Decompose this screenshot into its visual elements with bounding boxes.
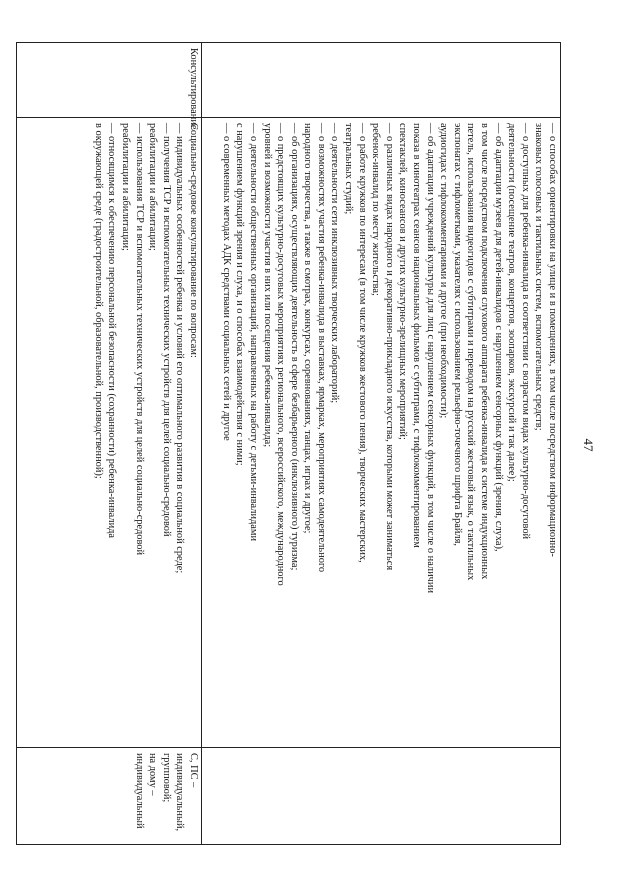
content-lines-row1 xyxy=(219,123,559,742)
content-cell xyxy=(17,118,202,748)
text-line: — индивидуальных особенностей ребенка и условий его оптимального развития в социальной среде; xyxy=(174,123,186,574)
rotated-table-sheet xyxy=(19,42,561,844)
format-line: на дому – xyxy=(147,753,159,796)
category-cell-empty xyxy=(202,43,561,118)
text-line: театральных студий; xyxy=(343,123,355,215)
text-line: — о деятельности общественных организаций, направленных на работу с детьми-инвалидами xyxy=(247,123,259,542)
text-line: — об организациях, осуществляющих деятельность в сфере безбарьерного (инклюзивного) туризма; xyxy=(288,123,300,571)
text-line: реабилитации и абилитации; xyxy=(120,123,132,251)
text-line: — о способах ориентировки на улице и в помещениях, в том числе посредством информационно- xyxy=(547,123,558,557)
text-line: — о различных видах народного и декоративно-прикладного искусства, которыми может заниматься xyxy=(383,123,395,571)
text-line: народного творчества, а также в смотрах, конкурсах, соревнованиях, танцах, играх и другое; xyxy=(302,123,314,534)
text-line: показа в кинотеатрах сеансов национальных фильмов с субтитрами, с тифлокомментированием xyxy=(411,123,423,548)
format-cell xyxy=(17,748,202,845)
text-line: в окружающей среде (градостроительной, образовательной, производственной); xyxy=(92,123,104,479)
format-cell-empty xyxy=(202,748,561,845)
text-line: — относящимся к обеспечению персональной безопасности (сохранности) ребенка-инвалида xyxy=(106,123,118,539)
category-cell xyxy=(17,43,202,130)
text-line: — о работе кружков по интересам (в том числе кружков жестового пения), творческих мастерских, xyxy=(356,123,368,563)
text-line: — получения ТСР и вспомогательных технических устройств для целей социально-средовой xyxy=(160,123,172,537)
text-line: — о современных методах АДК средствами социальных сетей и другое xyxy=(220,123,232,441)
text-line: — использования ТСР и вспомогательных технических устройств для целей социально-средовой xyxy=(133,123,145,556)
text-line: уровней и возможности участия в них или посещения ребенка-инвалида; xyxy=(261,123,273,448)
text-line: Социально-средовое консультирование по вопросам: xyxy=(188,123,199,358)
format-line: групповой; xyxy=(160,753,172,803)
text-line: аудиогидах с тифлокомментариями и другое (при необходимости); xyxy=(438,123,450,419)
text-line: с нарушением функций зрения и слуха, и о способах взаимодействия с ними; xyxy=(234,123,246,466)
text-line: — о деятельности сети инклюзивных творческих лабораторий; xyxy=(329,123,341,404)
text-line: спектаклей, киносеансов и других культурно-зрелищных мероприятий; xyxy=(397,123,409,440)
content-lines-row2 xyxy=(91,123,200,742)
text-line: экспонатах с тифлометками, указателях с использованием рельефно-точечного шрифта Брайля, xyxy=(451,123,463,546)
text-line: деятельности (посещение театров, концертов, зоопарков, экскурсий и так далее); xyxy=(506,123,518,482)
text-line: — об адаптации учреждений культуры для лиц с нарушением сенсорных функций, в том числе о наличии xyxy=(424,123,436,594)
table-row xyxy=(17,43,202,845)
text-line: ребенок-инвалид по месту жительства; xyxy=(370,123,382,296)
page-number: 47 xyxy=(581,438,596,452)
content-cell xyxy=(202,118,561,748)
services-table xyxy=(16,42,561,845)
table-row xyxy=(202,43,561,845)
format-line: индивидуальный xyxy=(133,753,145,829)
text-line: — об адаптации музеев для детей-инвалидов с нарушением сенсорных функций (зрения, слуха), xyxy=(492,123,504,552)
category-label: Консультирование xyxy=(188,48,199,130)
text-line: петель, использования видеогидов с субтитрами и переводом на русский жестовый язык, о тактильных xyxy=(465,123,477,581)
format-line: индивидуальный, xyxy=(174,753,186,832)
text-line: — о доступных для ребенка-инвалида в соответствии с возрастом видах культурно-досуговой xyxy=(519,123,531,540)
format-line: С, ПС – xyxy=(188,753,199,788)
text-line: — о предстоящих культурно-досуговых мероприятиях регионального, всероссийского, международного xyxy=(275,123,287,586)
text-line: знаковых голосовых и тактильных систем, вспомогательных средств; xyxy=(533,123,545,431)
text-line: в том числе посредством подключения слухового аппарата ребенка-инвалида к системе индукционных xyxy=(479,123,491,580)
text-line: реабилитации и абилитации; xyxy=(147,123,159,251)
text-line: — о возможностях участия ребенка-инвалида в выставках, ярмарках, мероприятиях самодеятельного xyxy=(315,123,327,573)
